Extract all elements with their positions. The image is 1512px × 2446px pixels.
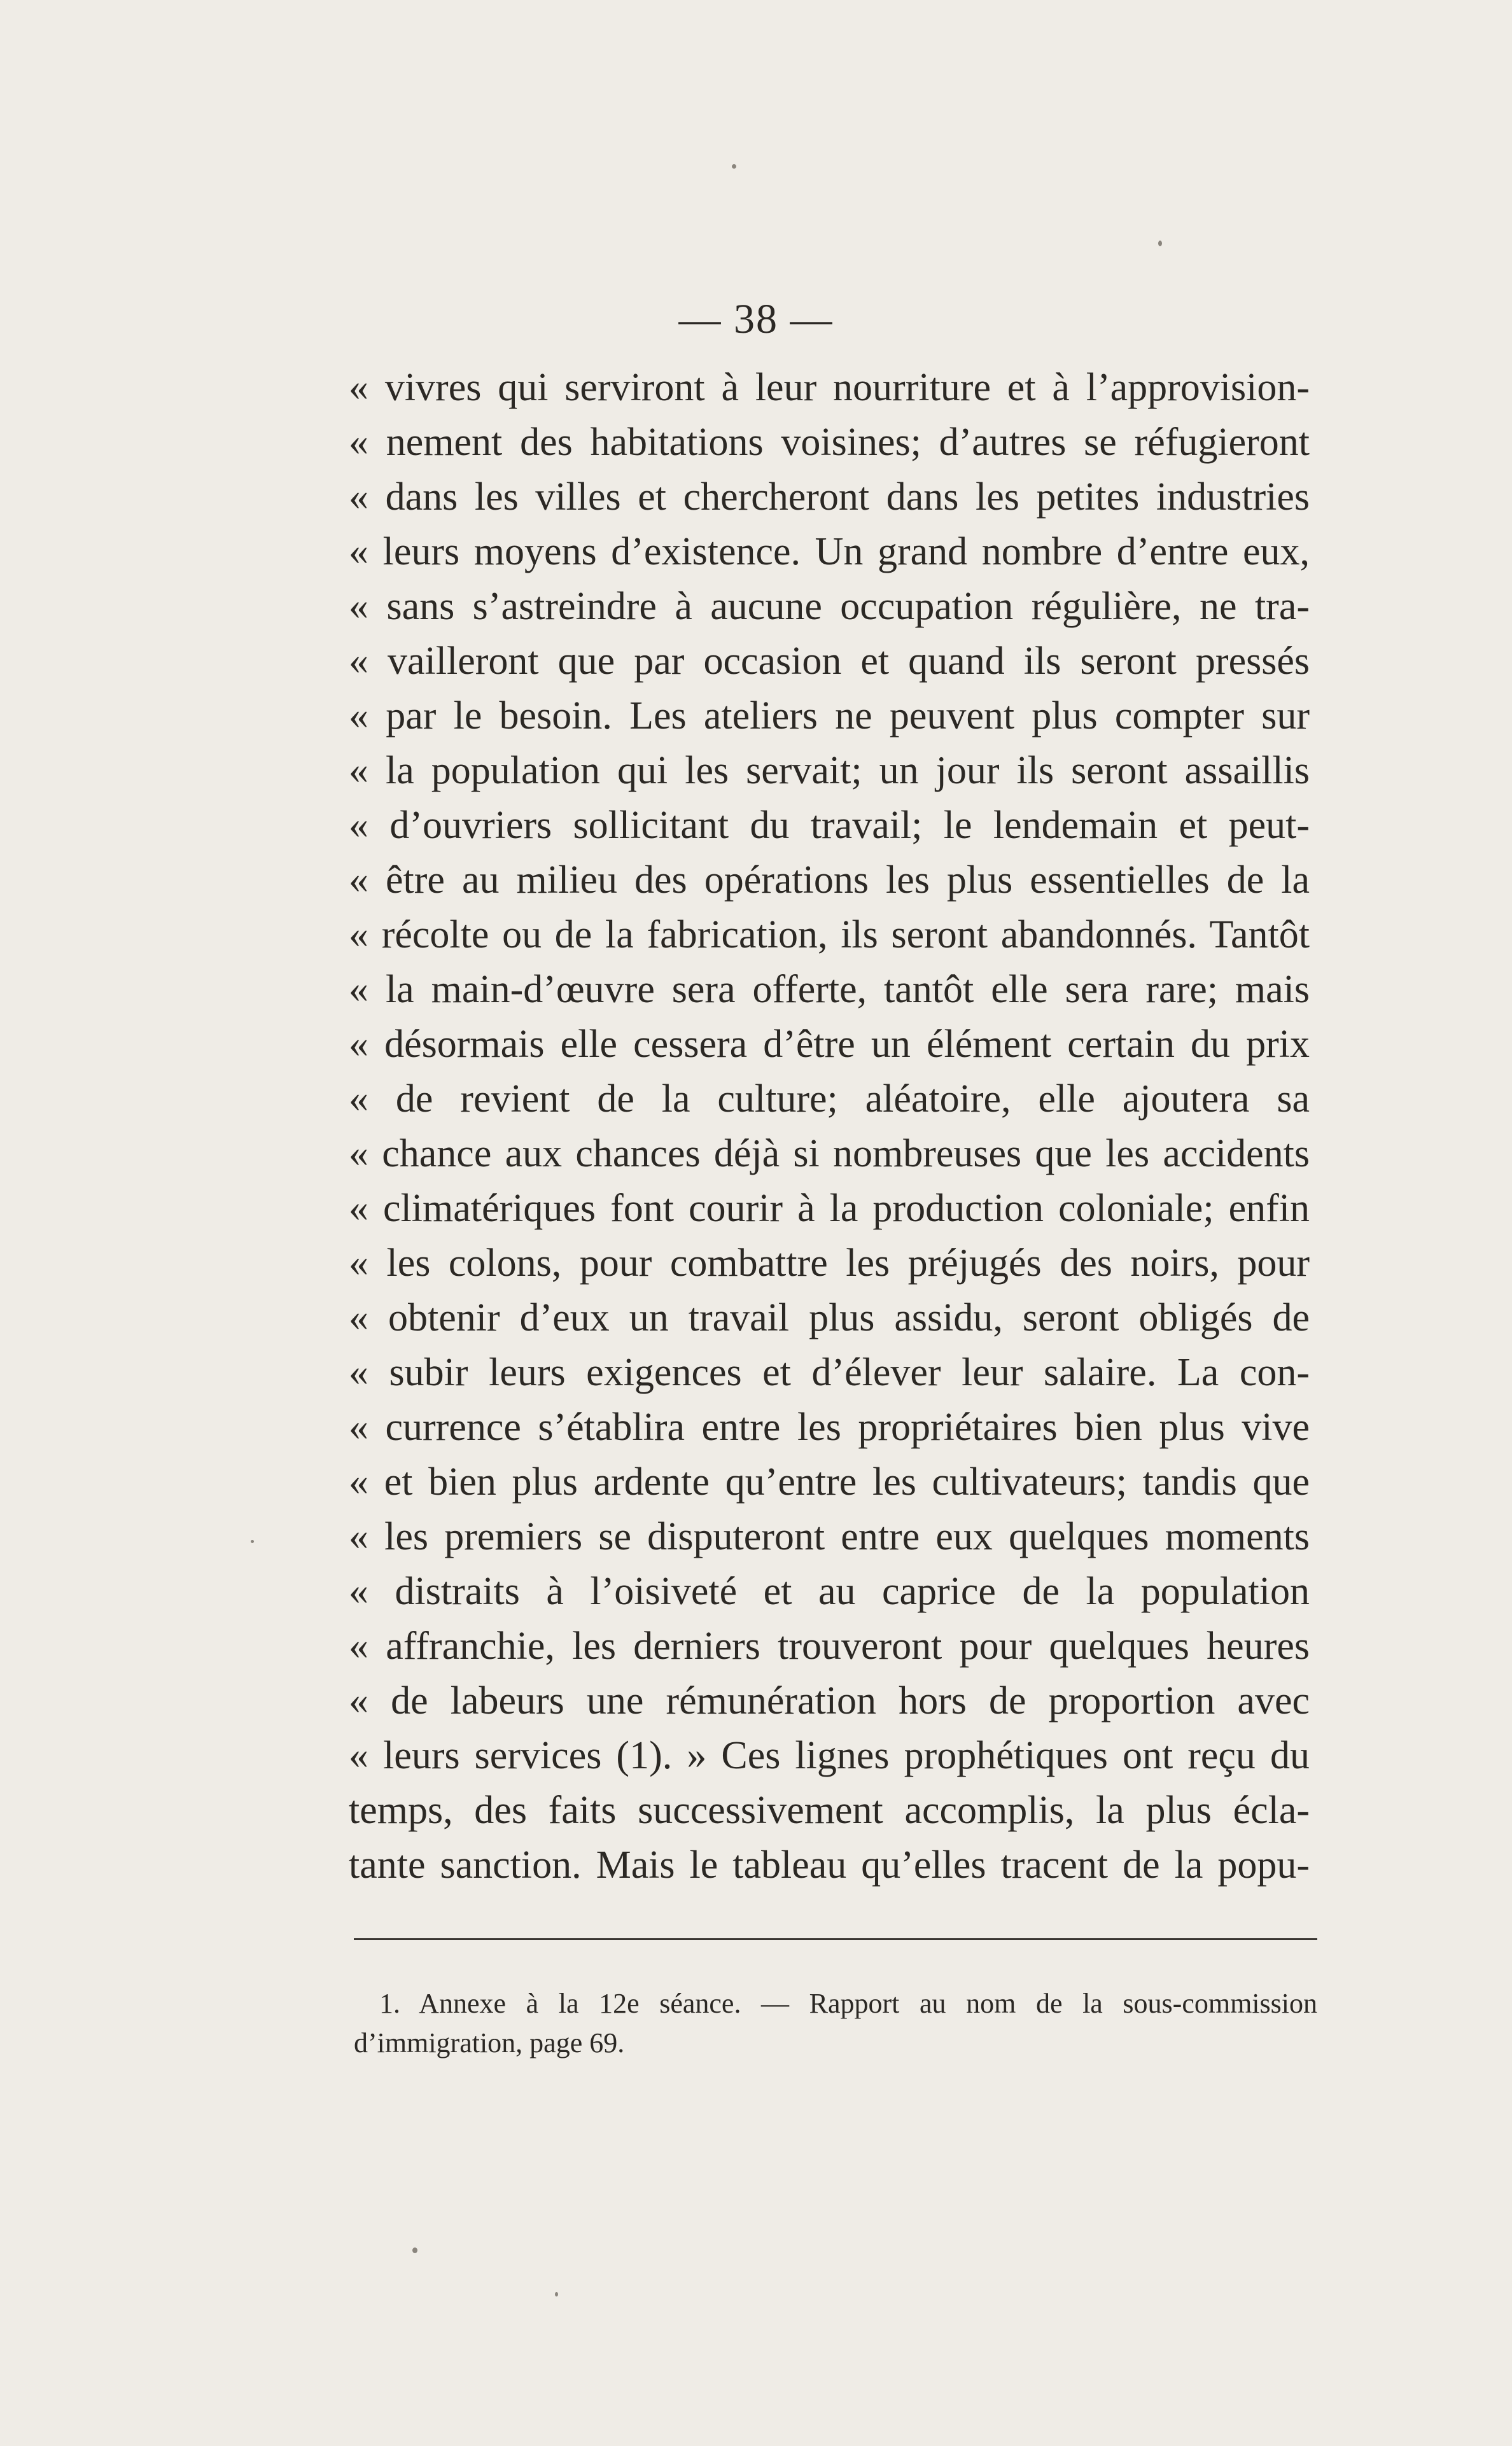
text-line: « leurs moyens d’existence. Un grand nombre d’entre eux,	[349, 530, 1310, 573]
body-text	[349, 360, 1310, 1892]
text-line: « affranchie, les derniers trouveront pour quelques heures	[349, 1625, 1310, 1668]
text-line: « récolte ou de la fabrication, ils seront abandonnés. Tantôt	[349, 913, 1310, 956]
paper-speck	[1158, 241, 1162, 246]
footnote-line: d’immigration, page 69.	[354, 2027, 625, 2058]
text-line: « de labeurs une rémunération hors de proportion avec	[349, 1679, 1310, 1723]
text-line: temps, des faits successivement accomplis, la plus écla-	[349, 1789, 1310, 1832]
text-line: « leurs services (1). » Ces lignes prophétiques ont reçu du	[349, 1734, 1310, 1777]
text-line: tante sanction. Mais le tableau qu’elles tracent de la popu-	[349, 1843, 1310, 1887]
text-line: « d’ouvriers sollicitant du travail; le lendemain et peut-	[349, 804, 1310, 847]
text-line: « nement des habitations voisines; d’autres se réfugieront	[349, 421, 1310, 464]
text-line: « currence s’établira entre les propriétaires bien plus vive	[349, 1406, 1310, 1449]
footnote-line: 1. Annexe à la 12e séance. — Rapport au nom de la sous-commission	[379, 1988, 1317, 2019]
page-number: — 38 —	[678, 296, 834, 342]
text-line: « vivres qui serviront à leur nourriture et à l’approvision-	[349, 366, 1310, 409]
paper-speck	[555, 2292, 558, 2296]
text-line: « par le besoin. Les ateliers ne peuvent plus compter sur	[349, 694, 1310, 737]
text-line: « et bien plus ardente qu’entre les cultivateurs; tandis que	[349, 1460, 1310, 1504]
paper-speck	[732, 164, 736, 169]
text-line: « désormais elle cessera d’être un élément certain du prix	[349, 1023, 1310, 1066]
text-line: « être au milieu des opérations les plus essentielles de la	[349, 858, 1310, 902]
paper-speck	[412, 2247, 417, 2253]
text-line: « dans les villes et chercheront dans les petites industries	[349, 475, 1310, 519]
text-line: « chance aux chances déjà si nombreuses que les accidents	[349, 1132, 1310, 1175]
footnote-divider	[354, 1938, 1317, 1940]
paper-speck	[251, 1540, 254, 1543]
text-line: « obtenir d’eux un travail plus assidu, seront obligés de	[349, 1296, 1310, 1339]
text-line: « la population qui les servait; un jour ils seront assaillis	[349, 749, 1310, 792]
text-line: « de revient de la culture; aléatoire, elle ajoutera sa	[349, 1077, 1310, 1121]
text-line: « les colons, pour combattre les préjugés des noirs, pour	[349, 1241, 1310, 1285]
footnote	[354, 1984, 1317, 2063]
text-line: « les premiers se disputeront entre eux quelques moments	[349, 1515, 1310, 1558]
text-line: « la main-d’œuvre sera offerte, tantôt elle sera rare; mais	[349, 968, 1310, 1011]
text-line: « climatériques font courir à la production coloniale; enfin	[349, 1187, 1310, 1230]
text-line: « subir leurs exigences et d’élever leur salaire. La con-	[349, 1351, 1310, 1394]
text-line: « vailleront que par occasion et quand ils seront pressés	[349, 639, 1310, 683]
text-line: « distraits à l’oisiveté et au caprice de la population	[349, 1570, 1310, 1613]
text-line: « sans s’astreindre à aucune occupation régulière, ne tra-	[349, 585, 1310, 628]
